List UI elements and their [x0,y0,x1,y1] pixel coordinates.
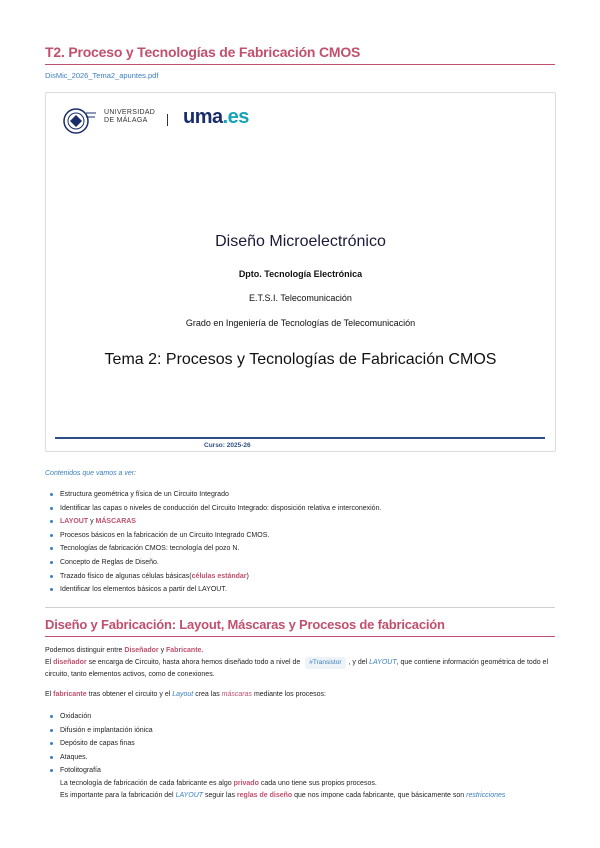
list-item: LAYOUT y MÁSCARAS [45,515,555,529]
slide-course: Curso: 2025-26 [204,442,251,449]
process-list [45,710,555,802]
umaes-logo: uma.es [183,106,249,128]
slide-school: E.T.S.I. Telecomunicación [249,293,352,303]
contents-intro: Contenidos que vamos a ver: [45,470,137,477]
list-item: Identificar los elementos básicos a partir del LAYOUT. [45,583,555,597]
slide-cover-image [45,92,556,452]
fabrication-note-private: La tecnología de fabricación de cada fabricante es algo privado cada uno tiene sus propios procesos. [60,779,377,787]
list-item: Concepto de Reglas de Diseño. [45,556,555,570]
list-item: Tecnologías de fabricación CMOS: tecnología del pozo N. [45,542,555,556]
slide-department: Dpto. Tecnología Electrónica [238,269,363,279]
university-seal-icon [62,107,98,135]
logo-separator [167,114,168,126]
list-item: Oxidación [45,710,555,724]
slide-degree: Grado en Ingeniería de Tecnologías de Telecomunicación [185,318,416,328]
list-item: Estructura geométrica y física de un Circuito Integrado [45,488,555,502]
section-divider [45,607,555,608]
list-item: Trazado físico de algunas células básicas(células estándar) [45,570,555,584]
fabrication-note-rules: Es importante para la fabricación del LAYOUT seguir las reglas de diseño que nos impone cada fabricante, que básicamente son restricciones [60,791,506,799]
slide-divider [55,437,545,439]
paragraph-designer: El diseñador se encarga de Circuito, hasta ahora hemos diseñado todo a nivel de #Transistor , y del LAYOUT, que contiene información geométrica de todo el circuito, tanto elementos activos, como de conexiones. [45,659,548,678]
section-heading: Diseño y Fabricación: Layout, Máscaras y Procesos de fabricación [45,617,555,637]
list-item: Procesos básicos en la fabricación de un Circuito Integrado CMOS. [45,529,555,543]
transistor-tag[interactable]: #Transistor [305,657,345,669]
contents-list [45,488,555,597]
university-logo-text: UNIVERSIDAD DE MÁLAGA [104,109,156,124]
paragraph-intro: Podemos distinguir entre Diseñador y Fabricante. [45,647,204,654]
page-title: T2. Proceso y Tecnologías de Fabricación CMOS [45,44,555,65]
pdf-file-link[interactable]: DisMic_2026_Tema2_apuntes.pdf [45,71,159,80]
list-item: Fotolitografía La tecnología de fabricación de cada fabricante es algo privado cada uno tiene sus propios procesos. Es importante para la fabricación del LAYOUT seguir las reglas de diseño que nos impone cada fabricante, que básicamente son restricciones [45,764,555,802]
list-item: Identificar las capas o niveles de conducción del Circuito Integrado: disposición relativa e interconexión. [45,502,555,516]
list-item: Difusión e implantación iónica [45,724,555,738]
list-item: Depósito de capas finas [45,737,555,751]
paragraph-manufacturer: El fabricante tras obtener el circuito y el Layout crea las máscaras mediante los procesos: [45,691,326,698]
slide-title: Diseño Microelectrónico [215,233,386,250]
list-item: Ataques. [45,751,555,765]
slide-topic: Tema 2: Procesos y Tecnologías de Fabricación CMOS [104,351,497,368]
